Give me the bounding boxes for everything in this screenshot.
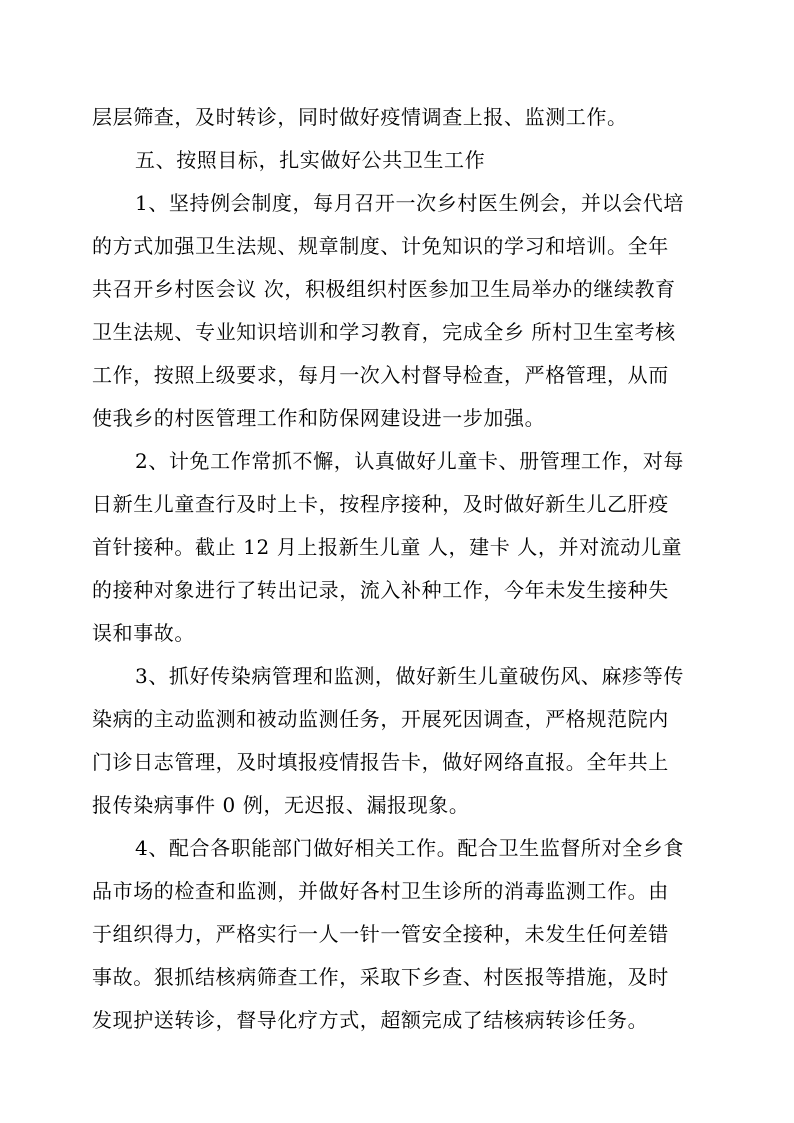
paragraph-1-line: 使我乡的村医管理工作和防保网建设进一步加强。 — [92, 406, 546, 430]
paragraph-2-line: 误和事故。 — [92, 621, 195, 645]
paragraph-3-line: 3、抓好传染病管理和监测，做好新生儿童破伤风、麻疹等传 — [135, 664, 684, 688]
paragraph-3-line: 门诊日志管理，及时填报疫情报告卡，做好网络直报。全年共上 — [92, 750, 669, 774]
paragraph-4-line: 4、配合各职能部门做好相关工作。配合卫生监督所对全乡食 — [135, 836, 684, 860]
paragraph-1-line: 卫生法规、专业知识培训和学习教育，完成全乡 所村卫生室考核 — [92, 320, 676, 344]
paragraph-2-line: 的接种对象进行了转出记录，流入补种工作，今年未发生接种失 — [92, 578, 669, 602]
section-heading: 五、按照目标，扎实做好公共卫生工作 — [135, 148, 486, 172]
paragraph-3-line: 染病的主动监测和被动监测任务，开展死因调查，严格规范院内 — [92, 707, 669, 731]
text-line: 层层筛查，及时转诊，同时做好疫情调查上报、监测工作。 — [92, 105, 628, 129]
paragraph-4-line: 品市场的检查和监测，并做好各村卫生诊所的消毒监测工作。由 — [92, 879, 669, 903]
paragraph-4-line: 发现护送转诊，督导化疗方式，超额完成了结核病转诊任务。 — [92, 1008, 649, 1032]
paragraph-1-line: 的方式加强卫生法规、规章制度、计免知识的学习和培训。全年 — [92, 234, 669, 258]
paragraph-1-line: 工作，按照上级要求，每月一次入村督导检查，严格管理，从而 — [92, 363, 669, 387]
paragraph-1-line: 1、坚持例会制度，每月召开一次乡村医生例会，并以会代培 — [135, 191, 684, 215]
paragraph-2-line: 首针接种。截止 12 月上报新生儿童 人，建卡 人，并对流动儿童 — [92, 535, 683, 559]
paragraph-2-line: 2、计免工作常抓不懈，认真做好儿童卡、册管理工作，对每 — [135, 449, 684, 473]
paragraph-2-line: 日新生儿童查行及时上卡，按程序接种，及时做好新生儿乙肝疫 — [92, 492, 669, 516]
paragraph-1-line: 共召开乡村医会议 次，积极组织村医参加卫生局举办的继续教育 — [92, 277, 676, 301]
paragraph-4-line: 事故。狠抓结核病筛查工作，采取下乡查、村医报等措施，及时 — [92, 965, 669, 989]
paragraph-4-line: 于组织得力，严格实行一人一针一管安全接种，未发生任何差错 — [92, 922, 669, 946]
paragraph-3-line: 报传染病事件 0 例，无迟报、漏报现象。 — [92, 793, 470, 817]
